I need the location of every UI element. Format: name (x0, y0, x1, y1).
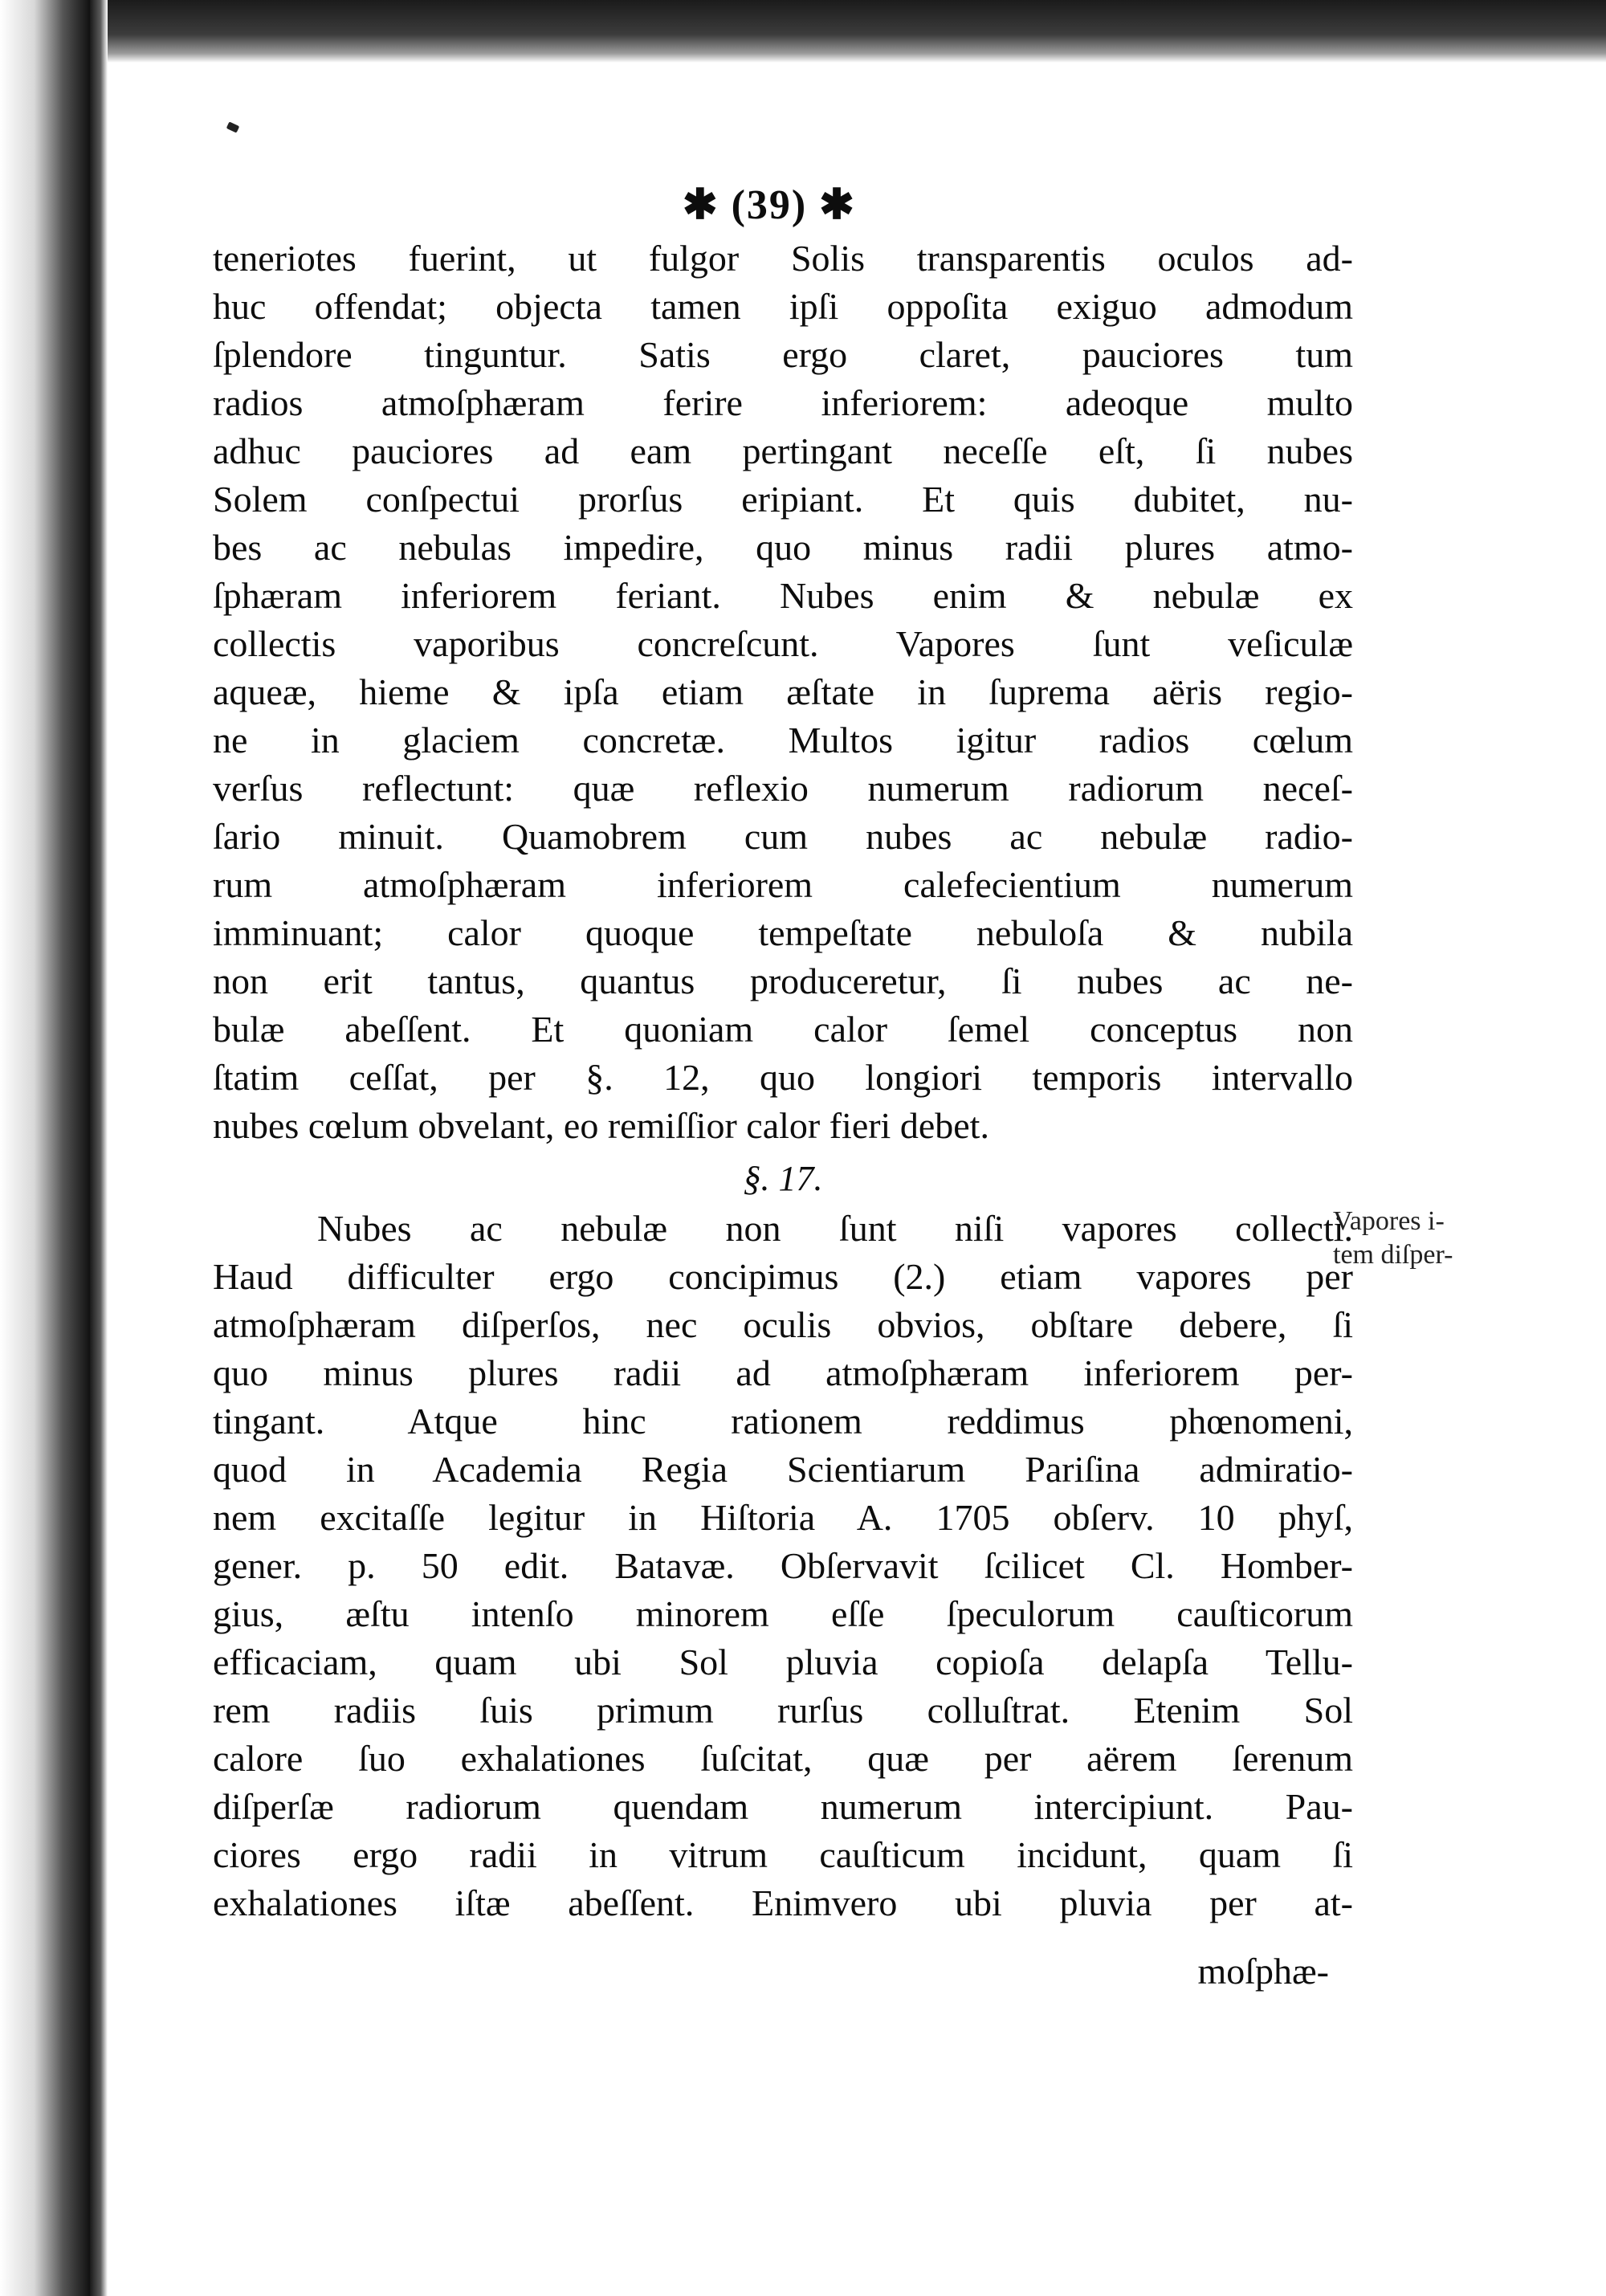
text-line: collectis vaporibus concreſcunt. Vapores ſunt veſiculæ (213, 623, 1353, 664)
margin-note-line: tem diſper- (1333, 1240, 1453, 1270)
page-number: (39) (731, 182, 808, 228)
page-header (683, 181, 856, 229)
text-line: tingant. Atque hinc rationem reddimus phœnomeni, (213, 1401, 1353, 1442)
text-line: rem radiis ſuis primum rurſus colluſtrat. Etenim Sol (213, 1690, 1353, 1731)
text-line: verſus reflectunt: quæ reflexio numerum radiorum neceſ- (213, 768, 1353, 809)
scan-left-shadow (0, 0, 90, 2296)
text-line: nubes cœlum obvelant, eo remiſſior calor fieri debet. (213, 1105, 989, 1146)
scan-top-shadow (96, 0, 1606, 63)
text-line: rum atmoſphæram inferiorem calefecientium numerum (213, 864, 1353, 905)
text-line: aqueæ, hieme & ipſa etiam æſtate in ſuprema aëris regio- (213, 671, 1353, 712)
text-line: Haud difficulter ergo concipimus (2.) etiam vapores per (213, 1256, 1353, 1297)
section-heading: §. 17. (743, 1159, 823, 1198)
text-line: Nubes ac nebulæ non ſunt niſi vapores collecti. (317, 1208, 1353, 1249)
text-line: exhalationes iſtæ abeſſent. Enimvero ubi pluvia per at- (213, 1882, 1353, 1923)
text-line: nem excitaſſe legitur in Hiſtoria A. 1705 obſerv. 10 phyſ, (213, 1497, 1353, 1538)
text-line: diſperſæ radiorum quendam numerum intercipiunt. Pau- (213, 1786, 1353, 1827)
text-line: ne in glaciem concretæ. Multos igitur radios cœlum (213, 720, 1353, 761)
text-line: teneriotes fuerint, ut fulgor Solis transparentis oculos ad- (213, 238, 1353, 279)
text-line: calore ſuo exhalationes ſuſcitat, quæ per aërem ſerenum (213, 1738, 1353, 1779)
margin-note (1333, 1205, 1598, 1272)
text-line: ſario minuit. Quamobrem cum nubes ac nebulæ radio- (213, 816, 1353, 857)
text-line: huc offendat; objecta tamen ipſi oppoſita exiguo admodum (213, 286, 1353, 327)
text-line: ſtatim ceſſat, per §. 12, quo longiori temporis intervallo (213, 1057, 1353, 1098)
text-line: atmoſphæram diſperſos, nec oculis obvios, obſtare debere, ſi (213, 1304, 1353, 1345)
text-line: imminuant; calor quoque tempeſtate nebuloſa & nubila (213, 912, 1353, 953)
ornament-right-icon: ✱ (819, 182, 856, 228)
text-line: bulæ abeſſent. Et quoniam calor ſemel conceptus non (213, 1009, 1353, 1050)
text-line: gener. p. 50 edit. Batavæ. Obſervavit ſcilicet Cl. Homber- (213, 1545, 1353, 1586)
body-text (213, 234, 1353, 1927)
text-line: radios atmoſphæram ferire inferiorem: adeoque multo (213, 382, 1353, 423)
text-line: adhuc pauciores ad eam pertingant neceſſe eſt, ſi nubes (213, 430, 1353, 471)
text-line: efficaciam, quam ubi Sol pluvia copioſa delapſa Tellu- (213, 1641, 1353, 1682)
text-line: ſplendore tinguntur. Satis ergo claret, pauciores tum (213, 334, 1353, 375)
text-line: gius, æſtu intenſo minorem eſſe ſpeculorum cauſticorum (213, 1593, 1353, 1634)
text-line: bes ac nebulas impedire, quo minus radii plures atmo- (213, 527, 1353, 568)
margin-note-line: Vapores i- (1333, 1206, 1445, 1236)
text-line: ciores ergo radii in vitrum cauſticum incidunt, quam ſi (213, 1834, 1353, 1875)
text-line: quo minus plures radii ad atmoſphæram inferiorem per- (213, 1352, 1353, 1393)
ornament-left-icon: ✱ (683, 182, 719, 228)
text-line: ſphæram inferiorem feriant. Nubes enim & nebulæ ex (213, 575, 1353, 616)
catchword: moſphæ- (1197, 1951, 1329, 1992)
ink-speck (226, 121, 239, 133)
text-line: quod in Academia Regia Scientiarum Pariſina admiratio- (213, 1449, 1353, 1490)
scan-page-edge (90, 0, 108, 2296)
text-line: non erit tantus, quantus produceretur, ſi nubes ac ne- (213, 960, 1353, 1001)
text-line: Solem conſpectui prorſus eripiant. Et quis dubitet, nu- (213, 479, 1353, 520)
